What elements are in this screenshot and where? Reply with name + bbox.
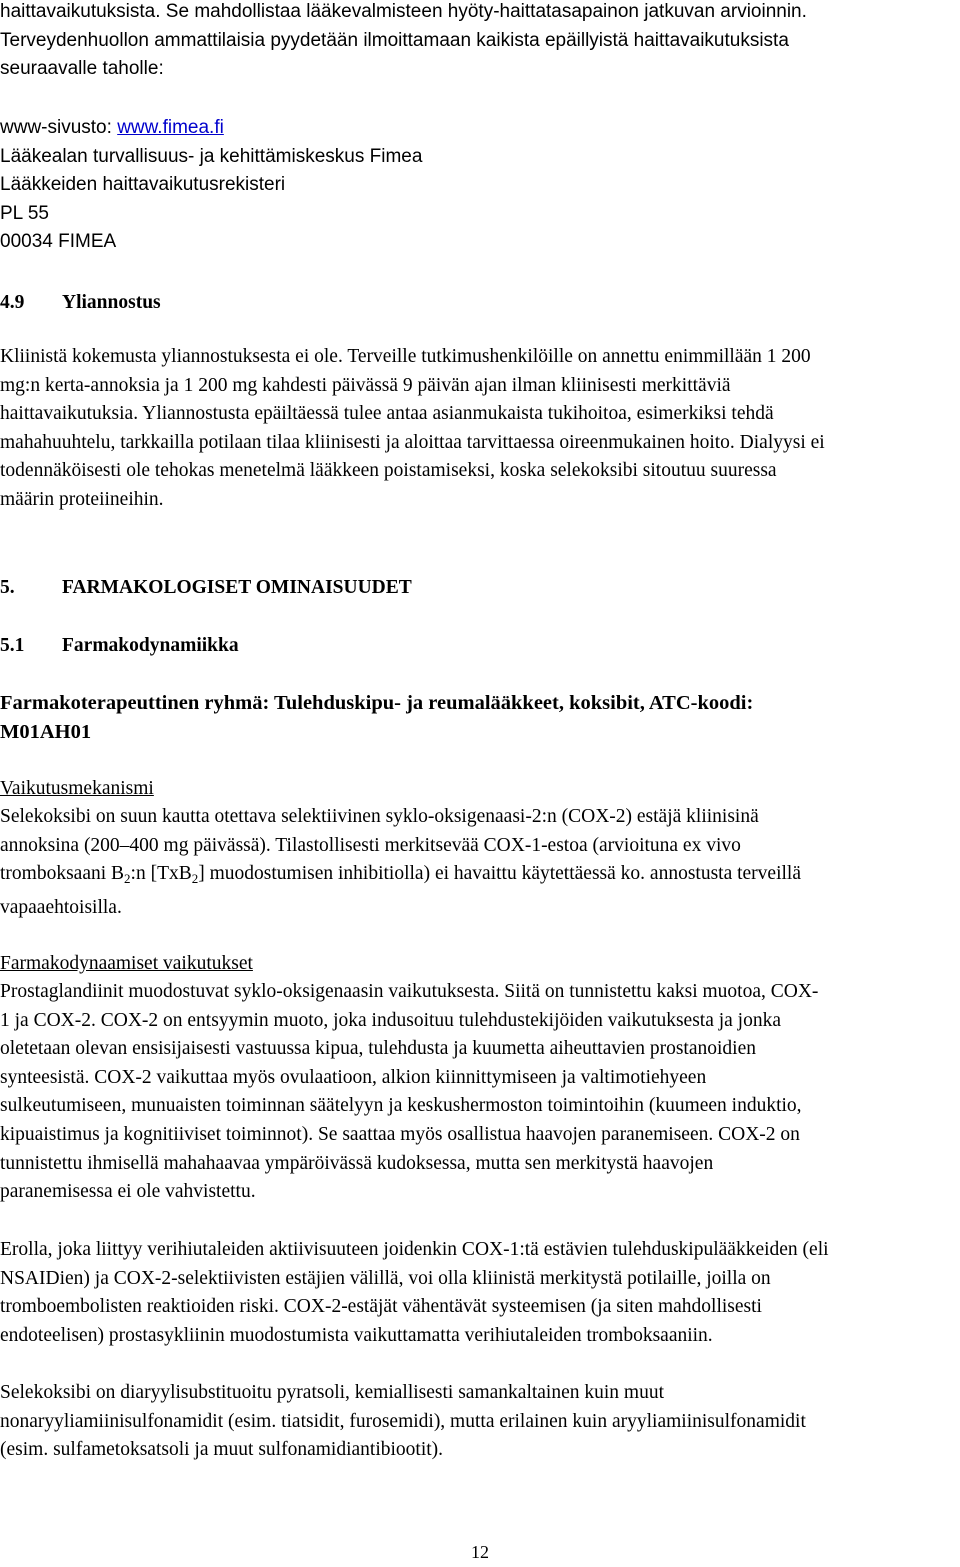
text-line: tromboembolisten reaktioiden riski. COX-2-estäjät vähentävät systeemisen (ja siten mahdollisesti bbox=[0, 1296, 762, 1318]
text-line: endoteelisen) prostasykliinin muodostumista vaikuttamatta verihiutaleiden tromboksaaniin. bbox=[0, 1324, 713, 1346]
mechanism-paragraph bbox=[0, 803, 801, 922]
contact-block bbox=[0, 114, 422, 257]
text-line: annoksina (200–400 mg päivässä). Tilastollisesti merkitsevää COX-1-estoa (arvioituna ex vivo bbox=[0, 834, 741, 856]
text-line: vapaaehtoisilla. bbox=[0, 896, 122, 918]
text-line: Erolla, joka liittyy verihiutaleiden aktiivisuuteen joidenkin COX-1:tä estävien tulehduskipulääkkeiden (eli bbox=[0, 1239, 829, 1260]
overdose-paragraph bbox=[0, 343, 825, 515]
section-heading-5 bbox=[0, 574, 412, 603]
section-title: Farmakodynamiikka bbox=[62, 635, 239, 656]
contact-org: Lääkealan turvallisuus- ja kehittämiskeskus Fimea bbox=[0, 145, 423, 167]
text-fragment: tromboksaani B bbox=[0, 863, 125, 885]
effects-heading: Farmakodynaamiset vaikutukset bbox=[0, 953, 253, 974]
contact-registry: Lääkkeiden haittavaikutusrekisteri bbox=[0, 174, 286, 196]
text-line bbox=[0, 860, 801, 894]
text-fragment: :n [TxB bbox=[130, 863, 192, 885]
text-line: kipuaistimus ja kognitiiviset toiminnot). Se saattaa myös osallistua haavojen paranemiseen. COX-2 on bbox=[0, 1123, 800, 1145]
subscript: 2 bbox=[124, 871, 131, 887]
group-line: Farmakoterapeuttinen ryhmä: Tulehduskipu- ja reumalääkkeet, koksibit, ATC-koodi: bbox=[0, 692, 754, 714]
page-number: 12 bbox=[471, 1542, 489, 1562]
text-line: synteesistä. COX-2 vaikuttaa myös ovulaatioon, alkion kiinnittymiseen ja valtimotiehyeen bbox=[0, 1066, 707, 1088]
website-label: www-sivusto: bbox=[0, 117, 118, 138]
section-number: 5. bbox=[0, 577, 15, 598]
text-line: tunnistettu ihmisellä mahahaavaa ympäröivässä kudoksessa, mutta sen merkitystä haavojen bbox=[0, 1152, 714, 1174]
text-line: NSAIDien) ja COX-2-selektiivisten estäjien välillä, voi olla kliinistä merkitystä potilaille, joilla on bbox=[0, 1267, 771, 1289]
text-line: Selekoksibi on diaryylisubstituoitu pyratsoli, kemiallisesti samankaltainen kuin muut bbox=[0, 1382, 665, 1403]
text-line: mahahuuhtelu, tarkkailla potilaan tilaa kliinisesti ja aloittaa tarvittaessa oireenmukainen hoito. Dialyysi ei bbox=[0, 431, 825, 453]
mechanism-heading: Vaikutusmekanismi bbox=[0, 778, 154, 799]
subscript: 2 bbox=[191, 871, 199, 887]
text-fragment: ] muodostumisen inhibitiolla) ei havaittu käytettäessä ko. annostusta terveillä bbox=[198, 863, 801, 885]
group-line: M01AH01 bbox=[0, 721, 92, 743]
text-line: 1 ja COX-2. COX-2 on entsyymin muoto, joka indusoituu tulehdustekijöiden vaikutuksesta ja jonka bbox=[0, 1009, 781, 1031]
section-title: Yliannostus bbox=[62, 292, 161, 313]
section-title: FARMAKOLOGISET OMINAISUUDET bbox=[62, 577, 412, 598]
website-line bbox=[0, 114, 422, 143]
text-line: mg:n kerta-annoksia ja 1 200 mg kahdesti päivässä 9 päivän ajan ilman kliinisesti merkittäviä bbox=[0, 374, 731, 396]
text-line: todennäköisesti ole tehokas menetelmä lääkkeen poistamiseksi, koska selekoksibi sitoutuu suuressa bbox=[0, 460, 777, 482]
section-heading-4-9 bbox=[0, 289, 161, 318]
intro-paragraph bbox=[0, 0, 807, 84]
intro-line: Terveydenhuollon ammattilaisia pyydetään ilmoittamaan kaikista epäillyistä haittavaikutuksista bbox=[0, 29, 789, 51]
text-line: sulkeutumiseen, munuaisten toiminnan säätelyyn ja keskushermoston toimintoihin (kuumeen induktio, bbox=[0, 1095, 802, 1117]
text-line: määrin proteiineihin. bbox=[0, 488, 164, 510]
text-line: oletetaan olevan ensisijaisesti vastuussa kipua, tulehdusta ja kuumetta aiheuttavien prostanoidien bbox=[0, 1038, 756, 1060]
intro-line: haittavaikutuksista. Se mahdollistaa lääkevalmisteen hyöty-haittatasapainon jatkuvan arvioinnin. bbox=[0, 1, 807, 22]
section-number: 4.9 bbox=[0, 292, 25, 313]
text-line: paranemisessa ei ole vahvistettu. bbox=[0, 1181, 256, 1203]
section-heading-5-1 bbox=[0, 632, 239, 661]
platelet-paragraph bbox=[0, 1236, 829, 1350]
text-line: Prostaglandiinit muodostuvat syklo-oksigenaasin vaikutuksesta. Siitä on tunnistettu kaksi muotoa, COX- bbox=[0, 981, 819, 1002]
section-number: 5.1 bbox=[0, 635, 25, 656]
intro-line: seuraavalle taholle: bbox=[0, 58, 164, 80]
pharmacotherapeutic-group bbox=[0, 689, 753, 747]
effects-paragraph bbox=[0, 978, 818, 1207]
chemistry-paragraph bbox=[0, 1379, 806, 1465]
text-line: nonaryyliamiinisulfonamidit (esim. tiatsidit, furosemidi), mutta erilainen kuin aryyliamiinisulfonamidit bbox=[0, 1410, 806, 1432]
text-line: Kliinistä kokemusta yliannostuksesta ei ole. Terveille tutkimushenkilöille on annettu enimmillään 1 200 bbox=[0, 346, 811, 367]
text-line: Selekoksibi on suun kautta otettava selektiivinen syklo-oksigenaasi-2:n (COX-2) estäjä kliinisinä bbox=[0, 806, 759, 827]
text-line: (esim. sulfametoksatsoli ja muut sulfonamidiantibiootit). bbox=[0, 1439, 444, 1461]
contact-pobox: PL 55 bbox=[0, 202, 49, 224]
text-line: haittavaikutuksia. Yliannostusta epäiltäessä tulee antaa asianmukaista tukihoitoa, esimerkiksi tehdä bbox=[0, 403, 774, 425]
fimea-link[interactable]: www.fimea.fi bbox=[117, 117, 224, 138]
contact-postal: 00034 FIMEA bbox=[0, 231, 117, 253]
